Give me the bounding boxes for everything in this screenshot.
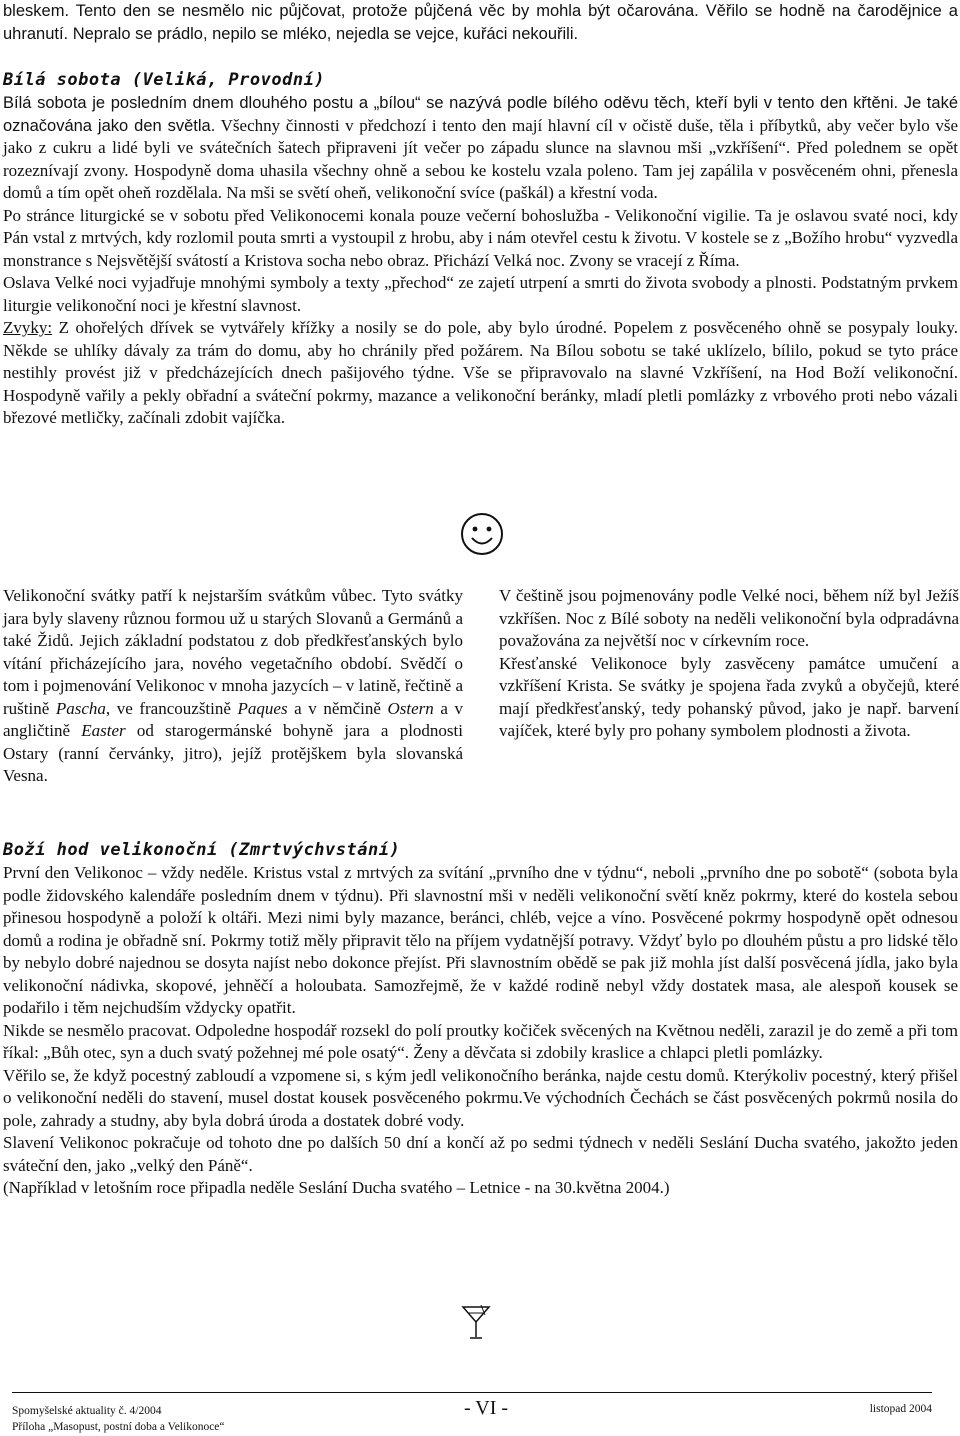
paragraph-christian: Křesťanské Velikonoce byly zasvěceny památce umučení a vzkříšení Krista. Se svátky je spojena řada zvyků a obyčejů, které mají předkřesťanský, tedy pohanský původ, jako je např. barvení vajíček, které byly pro pohany symbolem plodnosti a života. xyxy=(499,653,959,740)
footer-date: listopad 2004 xyxy=(869,1403,932,1415)
smiley-icon xyxy=(458,510,506,558)
paragraph-sunday-1: První den Velikonoc – vždy neděle. Kristus vstal z mrtvých za svítání „prvního dne v týdnu“, neboli „prvního dne po sobotě“ (sobota byla podle židovského kalendáře posledním dnem v týdnu). Při slavnostní mši v neděli velikonoční světí kněz pokrmy, které do kostela sebou přinesou hospodyně a položí k oltáři. Mezi nimi byly mazance, beránci, chléb, vejce a víno. Posvěcené pokrmy hospodyně opět odnesou domů a rodina je obřadně sní. Pokrmy totiž měly připravit tělo na příjem vydatnější potravy. Vždyť bylo po dlouhém půstu a pro lidské tělo by nebylo dobré najednou se dosyta najíst nebo dokonce přejíst. Při slavnostním obědě se pak již mohla jíst další posvěcená jídla, jako byla velikonoční nádivka, skopové, jehněčí a holoubata. Samozřejmě, že v každé rodině nebyl vždy dostatek masa, ale alespoň kousek se podařilo i těm nejchudším vždycky opatřit. xyxy=(3,863,958,1017)
cocktail-glass-icon xyxy=(461,1305,491,1341)
word-ostern: Ostern xyxy=(387,698,434,718)
origins-text-c: a v němčině xyxy=(287,698,388,718)
customs-label: Zvyky: xyxy=(3,318,53,337)
intro-serif-text: Všechny činnosti v předchozí i tento den mají hlavní cíl v očistě duše, těla i příbytků, aby večer bylo vše jako z cukru a lidé byli ve svátečních šatech připraveni jít večer po západu slunce na slavnou mši „vzkříšení“. Před polednem se opět rozeznívají zvony. Hospodyně doma uhasila všechny ohně a sebou ke kostelu vzala poleno. Tam jej zapálila v posvěceném ohni, přenesla domů a tím opět oheň rozdělala. Na mši se světí oheň, velikonoční svíce (paškál) a křestní voda. xyxy=(3,115,958,202)
customs-text: Z ohořelých dřívek se vytvářely křížky a nosily se do pole, aby bylo úrodné. Popelem z posvěceného ohně se posypaly louky. Někde se uhlíky dávaly za trám do domu, aby ho chránily před požárem. Na Bílou sobotu se také uklízelo, bílilo, pokud se tyto práce nestihly provést již v předcházejících dnech pašijového týdne. Vše se připravovalo na slavné Vzkříšení, na Hod Boží velikonoční. Hospodyně vařily a pekly obřadní a sváteční pokrmy, mazance a velikonoční beránky, mladí pletli pomlázky z vrbového proti nebo vázali březové metličky, začínali zdobit vajíčka. xyxy=(3,318,958,427)
left-column xyxy=(3,585,463,788)
heading-white-saturday: Bílá sobota (Veliká, Provodní) xyxy=(3,70,326,90)
origins-text-a: Velikonoční svátky patří k nejstarším svátkům vůbec. Tyto svátky jara byly slaveny různou formou už u starých Slovanů a Germánů a také Židů. Jejich základní podstatou z dob předkřesťanských bylo vítání přicházejícího jara, nového vegetačního období. Svědčí o tom i pojmenování Velikonoc v mnoha jazycích – v latině, řečtině a ruštině xyxy=(3,586,463,718)
paragraph-customs xyxy=(3,317,958,430)
origins-text-b: , ve francouzštině xyxy=(105,698,238,718)
origins-text-e: od starogermánské bohyně jara a plodnosti Ostary (ranní červánky, jitro), jejíž protějškem byla slovanská Vesna. xyxy=(3,721,463,785)
footer-publication: Spomyšelské aktuality č. 4/2004 xyxy=(12,1405,162,1417)
page-footer xyxy=(12,1392,932,1433)
paragraph-sunday-3: Věřilo se, že když pocestný zabloudí a vzpomene si, s kým jedl velikonočního beránka, najde cestu domů. Kterýkoliv pocestný, který přišel o velikonoční neděli do stavení, musel dostat kousek posvěceného pokrmu.Ve východních Čechách se část posvěcených pokrmů nosila do pole, zahrady a studny, aby byla dobrá úroda a dostatek dobré vody. xyxy=(3,1065,958,1130)
word-paques: Paques xyxy=(237,698,288,718)
footer-page-number: - VI - xyxy=(464,1397,509,1419)
heading-easter-sunday: Boží hod velikonoční (Zmrtvýchvstání) xyxy=(3,840,401,860)
paragraph-sunday-2: Nikde se nesmělo pracovat. Odpoledne hospodář rozsekl do polí proutky kočiček svěcených na Květnou neděli, zarazil je do země a při tom říkal: „Bůh otec, syn a duch svatý požehnej mé pole osatý“. Ženy a děvčata si zdobily kraslice a chlapci pletli pomlázky. xyxy=(3,1020,958,1062)
right-column xyxy=(499,585,959,743)
paragraph-celebration: Oslava Velké noci vyjadřuje mnohými symboly a texty „přechod“ ze zajetí utrpení a smrti do života svobody a plnosti. Podstatným prvkem liturgie velikonoční noci je křestní slavnost. xyxy=(3,273,958,315)
section-white-saturday xyxy=(3,68,958,430)
paragraph-white-saturday xyxy=(3,92,958,205)
paragraph-czech-name: V češtině jsou pojmenovány podle Velké noci, během níž byl Ježíš vzkříšen. Noc z Bílé soboty na neděli velikonoční byla odpradávna považována za největší noc v církevním roce. xyxy=(499,586,959,650)
footer-supplement: Příloha „Masopust, postní doba a Velikonoce“ xyxy=(12,1421,225,1433)
origins-text-d: a v angličtině xyxy=(3,698,463,740)
paragraph-liturgy: Po stránce liturgické se v sobotu před Velikonocemi konala pouze večerní bohoslužba - Velikonoční vigilie. Ta je oslavou svaté noci, kdy Pán vstal z mrtvých, kdy rozlomil pouta smrti a vystoupil z hrobu, aby i nám otevřel cestu k životu. V kostele se z „Božího hrobu“ vyzvedla monstrance s Nejsvětější svátostí a Kristova socha nebo obraz. Přichází Velká noc. Zvony se vracejí z Říma. xyxy=(3,205,958,270)
word-pascha: Pascha xyxy=(55,698,106,718)
paragraph-origins xyxy=(3,585,463,788)
section-easter-sunday xyxy=(3,838,958,1200)
paragraph-sunday-4: Slavení Velikonoc pokračuje od tohoto dne po dalších 50 dní a končí až po sedmi týdnech v neděli Seslání Ducha svatého, jakožto jeden sváteční den, jako „velký den Páně“. xyxy=(3,1133,958,1175)
footer-left xyxy=(12,1403,225,1435)
paragraph-top: bleskem. Tento den se nesmělo nic půjčovat, protože půjčená věc by mohla být očarována. Věřilo se hodně na čarodějnice a uhranutí. Nepralo se prádlo, nepilo se mléko, nejedla se vejce, kuřáci nekouřili. xyxy=(3,2,958,43)
paragraph-sunday-5: (Například v letošním roce připadla neděle Seslání Ducha svatého – Letnice - na 30.května 2004.) xyxy=(3,1178,670,1197)
word-easter: Easter xyxy=(81,721,126,740)
intro-sans-text: Bílá sobota je posledním dnem dlouhého postu a „bílou“ se nazývá podle bílého oděvu těch, kteří byli v tento den křtěni. Je také označována jako den světla. xyxy=(3,94,958,135)
